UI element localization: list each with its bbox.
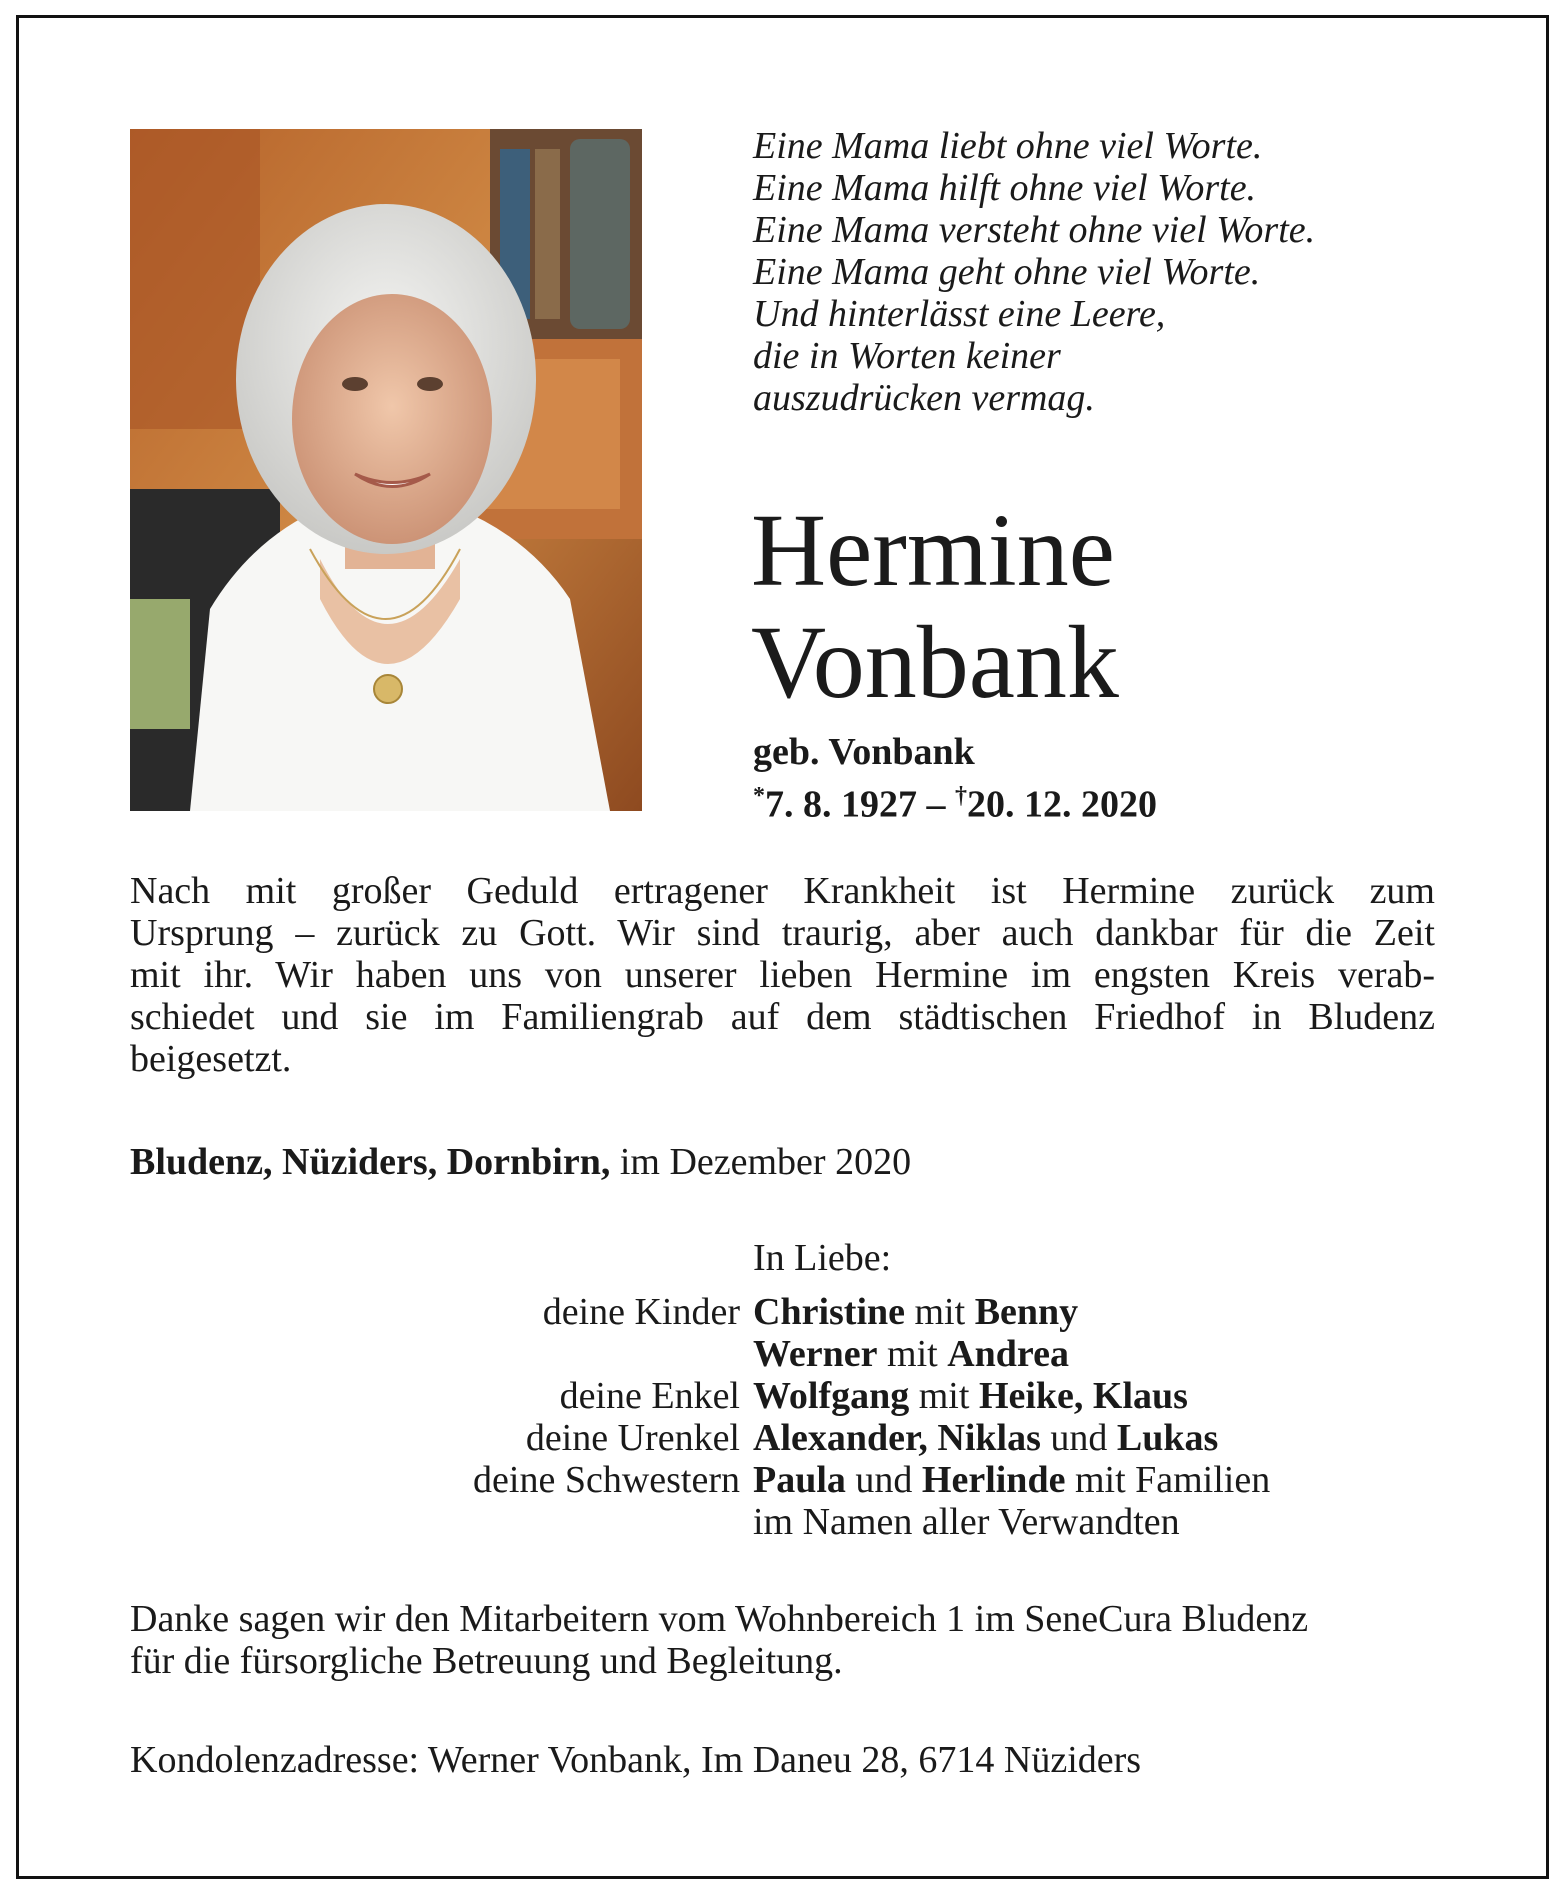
birth-info: [753, 730, 1157, 827]
died-date: 20. 12. 2020: [967, 783, 1157, 826]
poem-line: auszudrücken vermag.: [753, 377, 1095, 419]
thanks-line: Danke sagen wir den Mitarbeitern vom Wohnbereich 1 im SeneCura Bludenz: [130, 1598, 1309, 1640]
family-connector: im Namen aller Verwandten: [753, 1501, 1180, 1543]
family-row: [300, 1501, 1500, 1543]
family-row: [300, 1417, 1500, 1459]
body-line: beigesetzt.: [130, 1038, 292, 1080]
family-row: [300, 1459, 1500, 1501]
family-connector: mit Familien: [1065, 1459, 1271, 1501]
family-row: [300, 1291, 1500, 1333]
family-list: [300, 1291, 1500, 1543]
body-line: Nach mit großer Geduld ertragener Krankheit ist Hermine zurück zum: [130, 870, 1435, 912]
family-connector: mit: [909, 1375, 979, 1417]
portrait-photo: [130, 129, 642, 811]
family-connector: und: [1040, 1417, 1117, 1459]
portrait-illustration: [130, 129, 642, 811]
family-row: [300, 1333, 1500, 1375]
family-relation: deine Schwestern: [473, 1459, 740, 1501]
family-member-name: Lukas: [1116, 1417, 1219, 1459]
poem-line: Eine Mama geht ohne viel Worte.: [753, 251, 1261, 293]
family-connector: mit: [877, 1333, 948, 1375]
first-name: Hermine: [751, 493, 1115, 608]
last-name: Vonbank: [751, 605, 1119, 720]
body-line: schiedet und sie im Familiengrab auf dem städtischen Friedhof in Bludenz: [130, 996, 1435, 1038]
family-heading: In Liebe:: [753, 1237, 892, 1279]
poem-line: Eine Mama hilft ohne viel Worte.: [753, 167, 1257, 209]
family-members: [753, 1459, 1270, 1501]
body-line: mit ihr. Wir haben uns von unserer lieben Hermine im engsten Kreis verab-: [130, 954, 1435, 996]
family-relation: deine Enkel: [559, 1375, 740, 1417]
family-members: [753, 1291, 1078, 1333]
thanks-text: [130, 1598, 1450, 1682]
family-member-name: Benny: [974, 1291, 1079, 1333]
family-connector: und: [845, 1459, 922, 1501]
birth-name: geb. Vonbank: [753, 731, 975, 773]
family-members: [753, 1417, 1218, 1459]
family-member-name: Andrea: [947, 1333, 1069, 1375]
family-members: [753, 1501, 1180, 1543]
family-member-name: Werner: [753, 1333, 878, 1375]
family-member-name: Wolfgang: [753, 1375, 910, 1417]
family-row: [300, 1375, 1500, 1417]
family-member-name: Heike, Klaus: [978, 1375, 1188, 1417]
poem-line: Und hinterlässt eine Leere,: [753, 293, 1166, 335]
family-member-name: Alexander, Niklas: [753, 1417, 1041, 1459]
thanks-line: für die fürsorgliche Betreuung und Begleitung.: [130, 1640, 843, 1682]
family-member-name: Paula: [753, 1459, 846, 1501]
deceased-name: [751, 495, 1119, 719]
life-dates: *7. 8. 1927 – †20. 12. 2020: [753, 783, 1157, 826]
family-member-name: Herlinde: [921, 1459, 1066, 1501]
family-members: [753, 1375, 1188, 1417]
place-date: [130, 1141, 911, 1183]
date: im Dezember 2020: [619, 1141, 912, 1183]
poem-line: die in Worten keiner: [753, 335, 1061, 377]
poem: [753, 125, 1473, 419]
family-relation: [300, 1333, 753, 1375]
body-text: [130, 870, 1435, 1080]
condolence-address: Kondolenzadresse: Werner Vonbank, Im Daneu 28, 6714 Nüziders: [130, 1739, 1142, 1781]
places: Bludenz, Nüziders, Dornbirn,: [130, 1141, 611, 1183]
family-relation: deine Kinder: [542, 1291, 740, 1333]
family-connector: mit: [905, 1291, 975, 1333]
family-member-name: Christine: [753, 1291, 905, 1333]
born-symbol: *: [753, 783, 765, 809]
poem-line: Eine Mama versteht ohne viel Worte.: [753, 209, 1316, 251]
died-symbol: †: [955, 783, 967, 809]
family-members: [753, 1333, 1069, 1375]
family-relation: [300, 1501, 753, 1543]
born-date: 7. 8. 1927: [765, 783, 917, 826]
family-relation: deine Urenkel: [525, 1417, 740, 1459]
poem-line: Eine Mama liebt ohne viel Worte.: [753, 125, 1263, 167]
body-line: Ursprung – zurück zu Gott. Wir sind traurig, aber auch dankbar für die Zeit: [130, 912, 1435, 954]
